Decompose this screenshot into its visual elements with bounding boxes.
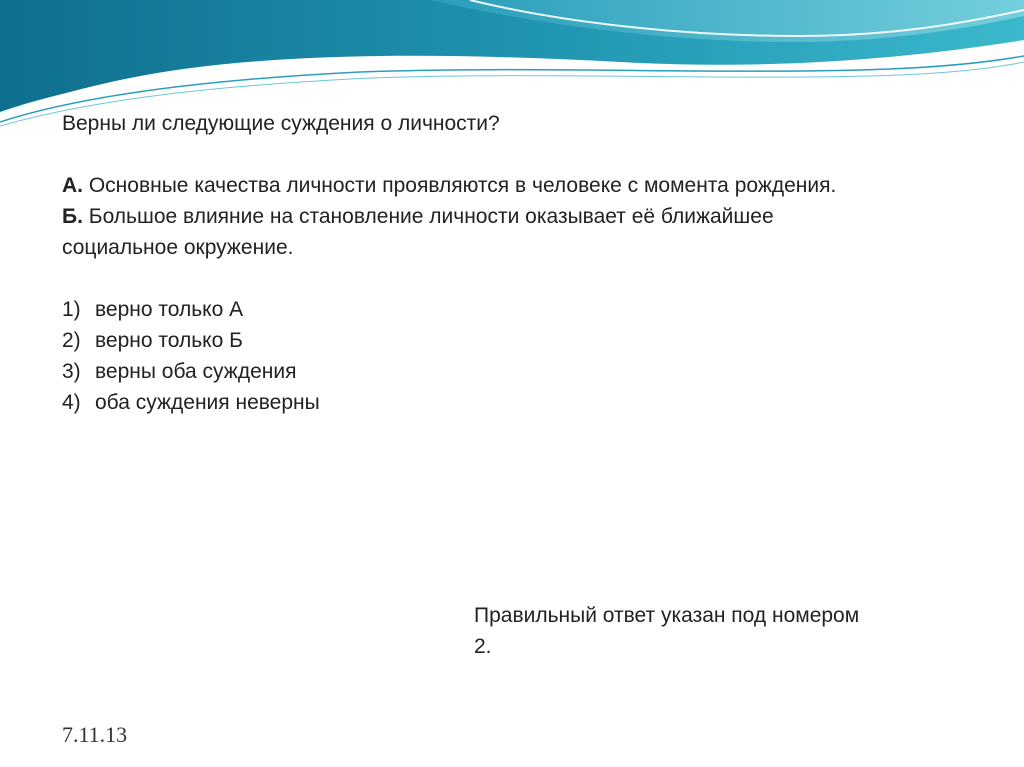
correct-answer-note: [474, 600, 994, 662]
statement-a-text: Основные качества личности проявляются в человеке с момента рождения.: [88, 174, 837, 197]
statement-b-text-line1: Большое влияние на становление личности оказывает её ближайшее: [88, 205, 774, 228]
option-number: 4): [62, 391, 81, 414]
question-text: Верны ли следующие суждения о личности?: [62, 112, 500, 135]
statement-a: [62, 170, 1012, 201]
option-item: [62, 325, 1012, 356]
option-item: [62, 356, 1012, 387]
option-item: [62, 387, 1012, 418]
slide-date: 7.11.13: [62, 722, 128, 747]
answer-line2: 2.: [474, 635, 492, 658]
statement-a-letter: А.: [62, 174, 83, 197]
option-text: оба суждения неверны: [95, 391, 320, 414]
statement-b-continuation: социальное окружение.: [62, 236, 294, 259]
option-text: верно только Б: [95, 329, 243, 352]
question-block: [62, 108, 1012, 418]
answer-line1: Правильный ответ указан под номером: [474, 604, 860, 627]
answer-options-list: [62, 294, 1012, 418]
option-number: 3): [62, 360, 81, 383]
statement-b-letter: Б.: [62, 205, 83, 228]
option-text: верны оба суждения: [95, 360, 297, 383]
statement-b: [62, 201, 1012, 232]
option-text: верно только А: [95, 298, 244, 321]
option-number: 1): [62, 298, 81, 321]
option-number: 2): [62, 329, 81, 352]
option-item: [62, 294, 1012, 325]
